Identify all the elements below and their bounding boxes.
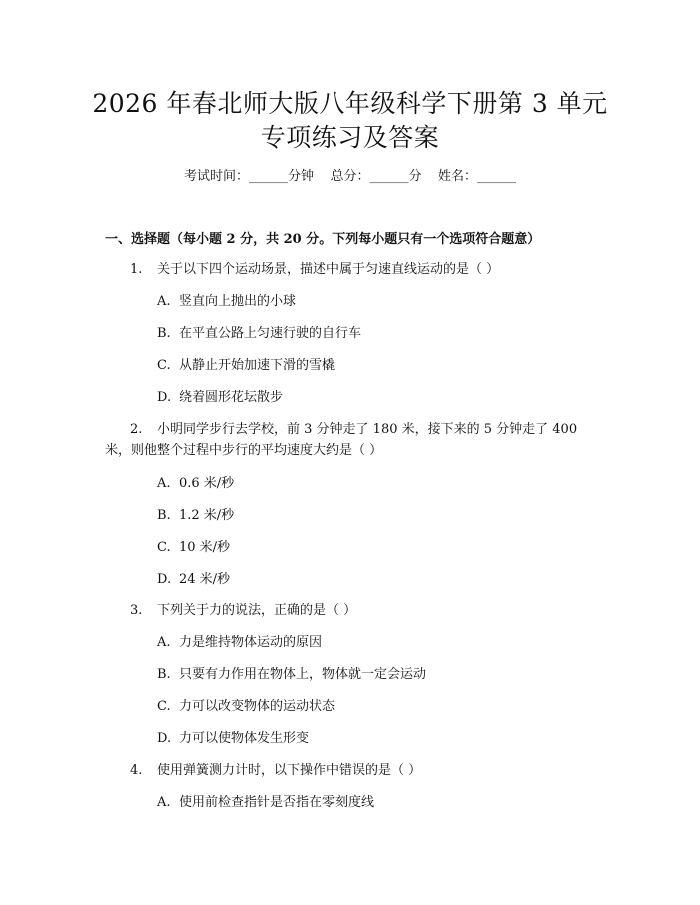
option-letter: B.	[157, 326, 171, 341]
option-1b	[157, 325, 361, 343]
option-text: 在平直公路上匀速行驶的自行车	[179, 326, 362, 341]
document-title-line1: 2026 年春北师大版八年级科学下册第 3 单元	[92, 89, 608, 118]
option-3d	[157, 730, 309, 748]
option-1a	[157, 293, 296, 311]
option-letter: A.	[157, 294, 171, 309]
option-letter: A.	[157, 476, 171, 491]
option-letter: C.	[157, 699, 171, 714]
question-number: 3.	[130, 603, 143, 618]
option-text: 力是维持物体运动的原因	[179, 635, 323, 650]
option-text: 力可以使物体发生形变	[179, 731, 310, 746]
option-letter: D.	[157, 572, 172, 587]
option-letter: A.	[157, 795, 171, 810]
option-text: 竖直向上抛出的小球	[179, 294, 297, 309]
option-1c	[157, 357, 335, 375]
option-text: 24 米/秒	[179, 572, 231, 587]
option-text: 绕着圆形花坛散步	[179, 390, 284, 405]
option-2b	[157, 507, 234, 525]
option-text: 从静止开始加速下滑的雪橇	[179, 358, 336, 373]
option-4a	[157, 794, 374, 812]
question-2-continuation: 米，则他整个过程中步行的平均速度大约是（ ）	[105, 443, 383, 458]
document-title-line2: 专项练习及答案	[260, 123, 440, 152]
option-text: 只要有力作用在物体上，物体就一定会运动	[179, 667, 427, 682]
option-3c	[157, 698, 335, 716]
question-number: 2.	[130, 422, 143, 437]
option-letter: B.	[157, 667, 171, 682]
option-letter: C.	[157, 358, 171, 373]
section-heading: 一、选择题（每小题 2 分，共 20 分。下列每小题只有一个选项符合题意）	[105, 232, 541, 247]
option-2a	[157, 475, 234, 493]
question-text: 下列关于力的说法，正确的是（ ）	[157, 603, 357, 618]
option-2d	[157, 571, 230, 589]
question-text: 使用弹簧测力计时，以下操作中错误的是（ ）	[157, 763, 422, 778]
option-letter: D.	[157, 731, 172, 746]
option-2c	[157, 539, 230, 557]
option-letter: A.	[157, 635, 171, 650]
option-text: 力可以改变物体的运动状态	[179, 699, 336, 714]
option-text: 10 米/秒	[179, 540, 231, 555]
exam-info: 考试时间：______分钟 总分：______分 姓名：______	[183, 169, 517, 184]
option-letter: C.	[157, 540, 171, 555]
question-number: 1.	[130, 262, 143, 277]
option-letter: D.	[157, 390, 172, 405]
option-text: 1.2 米/秒	[179, 508, 235, 523]
question-text: 小明同学步行去学校，前 3 分钟走了 180 米，接下来的 5 分钟走了 400	[157, 422, 578, 437]
question-number: 4.	[130, 763, 143, 778]
option-1d	[157, 389, 283, 407]
option-3b	[157, 666, 426, 684]
option-text: 使用前检查指针是否指在零刻度线	[179, 795, 375, 810]
option-letter: B.	[157, 508, 171, 523]
question-text: 关于以下四个运动场景，描述中属于匀速直线运动的是（ ）	[157, 262, 500, 277]
option-3a	[157, 634, 322, 652]
option-text: 0.6 米/秒	[179, 476, 235, 491]
